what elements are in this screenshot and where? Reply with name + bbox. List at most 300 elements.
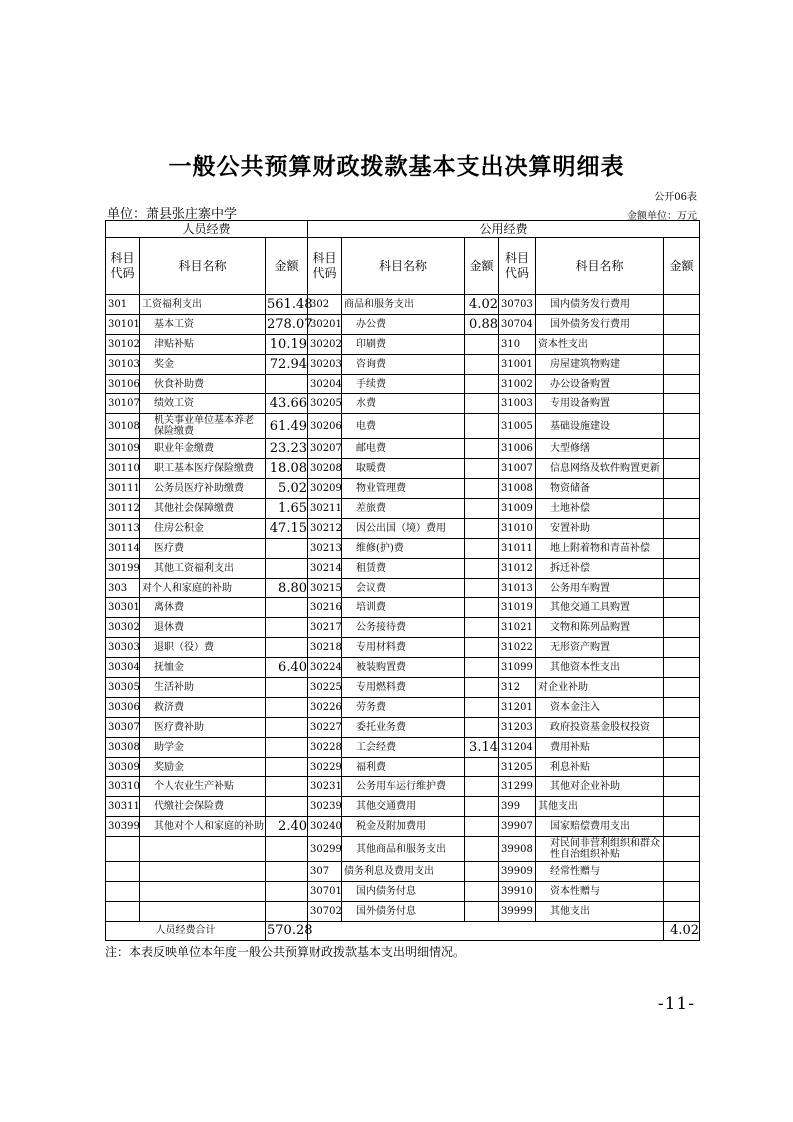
name-cell: 被装购置费 (342, 658, 465, 678)
table-row (106, 757, 700, 777)
name-cell: 其他支出 (536, 901, 664, 921)
name-cell: 土地补偿 (536, 499, 664, 519)
amount-cell (266, 757, 308, 777)
amount-cell (266, 678, 308, 698)
header-code: 科目代码 (308, 238, 342, 295)
name-cell (140, 862, 266, 882)
code-cell: 31022 (499, 638, 536, 658)
name-cell: 印刷费 (342, 334, 465, 354)
header-name: 科目名称 (140, 238, 266, 295)
amount-cell (266, 901, 308, 921)
code-cell: 31006 (499, 439, 536, 459)
code-cell: 301 (106, 295, 140, 315)
table-row (106, 717, 700, 737)
name-cell: 生活补助 (140, 678, 266, 698)
table-row (106, 797, 700, 817)
table-row (106, 678, 700, 698)
code-cell: 30702 (308, 901, 342, 921)
code-cell: 39909 (499, 862, 536, 882)
amount-cell (465, 618, 499, 638)
amount-cell: 5.02 (266, 479, 308, 499)
code-cell: 30112 (106, 499, 140, 519)
name-cell: 其他商品和服务支出 (342, 837, 465, 862)
name-cell: 债务利息及费用支出 (342, 862, 465, 882)
amount-cell (664, 678, 700, 698)
amount-cell (465, 882, 499, 902)
amount-cell (664, 862, 700, 882)
name-cell: 奖励金 (140, 757, 266, 777)
code-cell: 31001 (499, 354, 536, 374)
name-cell: 水费 (342, 394, 465, 414)
code-cell: 30216 (308, 598, 342, 618)
name-cell: 安置补助 (536, 518, 664, 538)
amount-cell (266, 797, 308, 817)
name-cell: 基本工资 (140, 314, 266, 334)
code-cell: 303 (106, 578, 140, 598)
code-cell: 31005 (499, 414, 536, 439)
name-cell: 培训费 (342, 598, 465, 618)
column-header-row (106, 238, 700, 295)
code-cell: 310 (499, 334, 536, 354)
table-note: 注：本表反映单位本年度一般公共预算财政拨款基本支出明细情况。 (105, 945, 466, 959)
name-cell: 国外债务发行费用 (536, 314, 664, 334)
amount-cell (664, 374, 700, 394)
code-cell: 31013 (499, 578, 536, 598)
name-cell: 代缴社会保险费 (140, 797, 266, 817)
code-cell: 30218 (308, 638, 342, 658)
code-cell: 30226 (308, 697, 342, 717)
name-cell (140, 882, 266, 902)
amount-cell (266, 558, 308, 578)
public-total-value: 4.02 (664, 921, 700, 940)
code-cell: 31011 (499, 538, 536, 558)
code-cell: 30305 (106, 678, 140, 698)
code-cell: 30299 (308, 837, 342, 862)
code-cell: 30239 (308, 797, 342, 817)
table-row (106, 638, 700, 658)
amount-cell (664, 837, 700, 862)
name-cell: 大型修缮 (536, 439, 664, 459)
name-cell: 办公设备购置 (536, 374, 664, 394)
table-row (106, 374, 700, 394)
code-cell (106, 882, 140, 902)
code-cell: 30110 (106, 459, 140, 479)
name-cell: 办公费 (342, 314, 465, 334)
name-cell: 基础设施建设 (536, 414, 664, 439)
amount-cell (664, 882, 700, 902)
amount-cell: 561.48 (266, 295, 308, 315)
amount-cell: 3.14 (465, 737, 499, 757)
name-cell: 取暖费 (342, 459, 465, 479)
code-cell: 30399 (106, 817, 140, 837)
amount-cell: 43.66 (266, 394, 308, 414)
amount-cell (465, 578, 499, 598)
amount-cell: 278.07 (266, 314, 308, 334)
table-row (106, 459, 700, 479)
group-personnel: 人员经费 (106, 221, 308, 238)
amount-cell (664, 638, 700, 658)
name-cell: 其他工资福利支出 (140, 558, 266, 578)
name-cell: 物业管理费 (342, 479, 465, 499)
code-cell: 399 (499, 797, 536, 817)
group-header-row (106, 221, 700, 238)
table-row (106, 499, 700, 519)
name-cell: 公务用车购置 (536, 578, 664, 598)
amount-cell (465, 394, 499, 414)
name-cell: 拆迁补偿 (536, 558, 664, 578)
amount-cell (664, 618, 700, 638)
table-row (106, 817, 700, 837)
code-cell: 30215 (308, 578, 342, 598)
amount-cell (465, 817, 499, 837)
expenditure-table (105, 220, 700, 941)
code-cell: 30111 (106, 479, 140, 499)
name-cell (140, 837, 266, 862)
name-cell: 电费 (342, 414, 465, 439)
table-row (106, 314, 700, 334)
code-cell: 30108 (106, 414, 140, 439)
name-cell: 资本性支出 (536, 334, 664, 354)
amount-cell (266, 697, 308, 717)
code-cell: 31010 (499, 518, 536, 538)
page-number: -11- (657, 994, 695, 1014)
header-code: 科目代码 (499, 238, 536, 295)
table-row (106, 578, 700, 598)
table-row (106, 394, 700, 414)
amount-cell (465, 658, 499, 678)
code-cell: 30107 (106, 394, 140, 414)
amount-cell (664, 598, 700, 618)
name-cell: 个人农业生产补贴 (140, 777, 266, 797)
amount-cell (266, 598, 308, 618)
amount-cell (465, 862, 499, 882)
name-cell: 资本性赠与 (536, 882, 664, 902)
table-row (106, 439, 700, 459)
amount-cell: 72.94 (266, 354, 308, 374)
amount-cell: 6.40 (266, 658, 308, 678)
code-cell: 30106 (106, 374, 140, 394)
code-cell: 30303 (106, 638, 140, 658)
amount-cell (266, 777, 308, 797)
name-cell: 公务员医疗补助缴费 (140, 479, 266, 499)
name-cell: 房屋建筑物购建 (536, 354, 664, 374)
code-cell (106, 862, 140, 882)
name-cell: 离休费 (140, 598, 266, 618)
amount-cell (465, 901, 499, 921)
code-cell: 31003 (499, 394, 536, 414)
amount-cell (266, 837, 308, 862)
amount-cell (465, 518, 499, 538)
amount-cell (465, 334, 499, 354)
name-cell: 租赁费 (342, 558, 465, 578)
name-cell: 其他社会保障缴费 (140, 499, 266, 519)
name-cell: 伙食补助费 (140, 374, 266, 394)
table-row (106, 334, 700, 354)
code-cell: 31203 (499, 717, 536, 737)
amount-cell (664, 757, 700, 777)
code-cell: 31008 (499, 479, 536, 499)
code-cell: 39999 (499, 901, 536, 921)
amount-cell (664, 658, 700, 678)
code-cell (106, 837, 140, 862)
code-cell: 30231 (308, 777, 342, 797)
code-cell: 30109 (106, 439, 140, 459)
amount-cell (664, 354, 700, 374)
name-cell: 其他对企业补助 (536, 777, 664, 797)
code-cell: 312 (499, 678, 536, 698)
code-cell: 30211 (308, 499, 342, 519)
table-row (106, 538, 700, 558)
code-cell: 30310 (106, 777, 140, 797)
code-cell: 307 (308, 862, 342, 882)
amount-cell (465, 638, 499, 658)
name-cell: 国内债务发行费用 (536, 295, 664, 315)
name-cell: 文物和陈列品购置 (536, 618, 664, 638)
amount-cell (465, 797, 499, 817)
code-cell: 31007 (499, 459, 536, 479)
code-cell: 30224 (308, 658, 342, 678)
amount-cell (664, 334, 700, 354)
name-cell: 专用设备购置 (536, 394, 664, 414)
code-cell: 30103 (106, 354, 140, 374)
name-cell: 医疗费 (140, 538, 266, 558)
name-cell: 绩效工资 (140, 394, 266, 414)
name-cell: 商品和服务支出 (342, 295, 465, 315)
page-title: 一般公共预算财政拨款基本支出决算明细表 (168, 153, 625, 180)
amount-cell (664, 518, 700, 538)
amount-cell (465, 354, 499, 374)
name-cell: 退休费 (140, 618, 266, 638)
code-cell: 30240 (308, 817, 342, 837)
amount-cell: 61.49 (266, 414, 308, 439)
name-cell: 抚恤金 (140, 658, 266, 678)
table-row (106, 598, 700, 618)
amount-cell: 8.80 (266, 578, 308, 598)
personnel-total-label: 人员经费合计 (106, 921, 266, 940)
table-row (106, 837, 700, 862)
amount-cell (266, 374, 308, 394)
name-cell: 国外债务付息 (342, 901, 465, 921)
amount-cell (664, 295, 700, 315)
amount-cell (664, 459, 700, 479)
amount-cell (465, 538, 499, 558)
name-cell: 税金及附加费用 (342, 817, 465, 837)
table-row (106, 658, 700, 678)
amount-cell (664, 479, 700, 499)
name-cell: 邮电费 (342, 439, 465, 459)
code-cell: 31201 (499, 697, 536, 717)
name-cell: 对个人和家庭的补助 (140, 578, 266, 598)
form-number: 公开06表 (654, 192, 697, 203)
amount-cell (664, 558, 700, 578)
amount-cell: 2.40 (266, 817, 308, 837)
amount-cell (266, 737, 308, 757)
code-cell: 30205 (308, 394, 342, 414)
amount-cell: 10.19 (266, 334, 308, 354)
code-cell: 30703 (499, 295, 536, 315)
name-cell: 差旅费 (342, 499, 465, 519)
header-name: 科目名称 (342, 238, 465, 295)
amount-cell: 0.88 (465, 314, 499, 334)
name-cell: 物资储备 (536, 479, 664, 499)
name-cell: 公务用车运行维护费 (342, 777, 465, 797)
code-cell: 31021 (499, 618, 536, 638)
code-cell: 31205 (499, 757, 536, 777)
code-cell: 30229 (308, 757, 342, 777)
amount-cell (266, 717, 308, 737)
name-cell: 国内债务付息 (342, 882, 465, 902)
table-row (106, 558, 700, 578)
table-row (106, 697, 700, 717)
amount-cell (266, 638, 308, 658)
code-cell: 302 (308, 295, 342, 315)
table-row (106, 862, 700, 882)
name-cell: 信息网络及软件购置更新 (536, 459, 664, 479)
code-cell: 30306 (106, 697, 140, 717)
group-public: 公用经费 (308, 221, 700, 238)
name-cell: 资本金注入 (536, 697, 664, 717)
name-cell: 维修(护)费 (342, 538, 465, 558)
amount-cell (465, 777, 499, 797)
unit-label: 单位：萧县张庄寨中学 (107, 207, 238, 222)
amount-cell (465, 717, 499, 737)
amount-cell (465, 499, 499, 519)
name-cell: 工会经费 (342, 737, 465, 757)
amount-cell (465, 598, 499, 618)
name-cell: 其他支出 (536, 797, 664, 817)
code-cell: 31204 (499, 737, 536, 757)
table-row (106, 354, 700, 374)
table-row (106, 777, 700, 797)
amount-cell (664, 439, 700, 459)
table-row (106, 414, 700, 439)
code-cell: 30204 (308, 374, 342, 394)
name-cell: 对民间非营利组织和群众性自治组织补贴 (536, 837, 664, 862)
amount-cell (465, 697, 499, 717)
code-cell: 30114 (106, 538, 140, 558)
amount-cell (664, 538, 700, 558)
header-amount: 金额 (465, 238, 499, 295)
name-cell: 职业年金缴费 (140, 439, 266, 459)
name-cell: 会议费 (342, 578, 465, 598)
amount-cell (465, 558, 499, 578)
code-cell: 30217 (308, 618, 342, 638)
name-cell: 退职（役）费 (140, 638, 266, 658)
name-cell: 其他交通工具购置 (536, 598, 664, 618)
code-cell: 30227 (308, 717, 342, 737)
amount-cell (664, 737, 700, 757)
code-cell: 30212 (308, 518, 342, 538)
name-cell: 奖金 (140, 354, 266, 374)
total-row (106, 921, 700, 940)
code-cell: 30701 (308, 882, 342, 902)
amount-cell (465, 439, 499, 459)
code-cell: 30214 (308, 558, 342, 578)
code-cell: 30304 (106, 658, 140, 678)
name-cell: 津贴补贴 (140, 334, 266, 354)
amount-cell (465, 414, 499, 439)
code-cell: 30113 (106, 518, 140, 538)
code-cell: 30202 (308, 334, 342, 354)
code-cell: 31099 (499, 658, 536, 678)
name-cell: 政府投资基金股权投资 (536, 717, 664, 737)
name-cell: 经常性赠与 (536, 862, 664, 882)
name-cell: 因公出国（境）费用 (342, 518, 465, 538)
amount-cell (465, 757, 499, 777)
code-cell: 30301 (106, 598, 140, 618)
table-row (106, 518, 700, 538)
code-cell: 39910 (499, 882, 536, 902)
name-cell: 职工基本医疗保险缴费 (140, 459, 266, 479)
code-cell: 30307 (106, 717, 140, 737)
amount-cell: 23.23 (266, 439, 308, 459)
table-row (106, 479, 700, 499)
amount-cell: 47.15 (266, 518, 308, 538)
amount-cell: 18.08 (266, 459, 308, 479)
header-amount: 金额 (266, 238, 308, 295)
amount-cell (266, 538, 308, 558)
table-row (106, 618, 700, 638)
amount-cell (664, 717, 700, 737)
code-cell: 31299 (499, 777, 536, 797)
code-cell: 30206 (308, 414, 342, 439)
name-cell: 福利费 (342, 757, 465, 777)
code-cell: 30102 (106, 334, 140, 354)
header-name: 科目名称 (536, 238, 664, 295)
amount-cell (465, 459, 499, 479)
name-cell: 其他交通费用 (342, 797, 465, 817)
name-cell: 手续费 (342, 374, 465, 394)
amount-cell (664, 394, 700, 414)
table-row (106, 901, 700, 921)
amount-cell (664, 314, 700, 334)
amount-cell (664, 901, 700, 921)
personnel-total-value: 570.28 (267, 923, 313, 939)
name-cell: 助学金 (140, 737, 266, 757)
header-amount: 金额 (664, 238, 700, 295)
code-cell: 30302 (106, 618, 140, 638)
name-cell: 委托业务费 (342, 717, 465, 737)
table-row (106, 737, 700, 757)
name-cell: 利息补贴 (536, 757, 664, 777)
name-cell: 专用材料费 (342, 638, 465, 658)
name-cell: 地上附着物和青苗补偿 (536, 538, 664, 558)
amount-cell: 4.02 (465, 295, 499, 315)
code-cell: 30228 (308, 737, 342, 757)
code-cell: 31019 (499, 598, 536, 618)
code-cell: 30209 (308, 479, 342, 499)
amount-cell (664, 697, 700, 717)
amount-cell (664, 817, 700, 837)
code-cell: 30309 (106, 757, 140, 777)
name-cell: 机关事业单位基本养老保险缴费 (140, 414, 266, 439)
name-cell (140, 901, 266, 921)
amount-cell (465, 678, 499, 698)
name-cell: 救济费 (140, 697, 266, 717)
code-cell: 30201 (308, 314, 342, 334)
amount-cell (465, 374, 499, 394)
amount-cell (465, 479, 499, 499)
amount-cell (664, 499, 700, 519)
code-cell: 30308 (106, 737, 140, 757)
name-cell: 其他对个人和家庭的补助 (140, 817, 266, 837)
name-cell: 对企业补助 (536, 678, 664, 698)
amount-cell (664, 797, 700, 817)
header-code: 科目代码 (106, 238, 140, 295)
code-cell: 39908 (499, 837, 536, 862)
name-cell: 费用补贴 (536, 737, 664, 757)
amount-cell (266, 862, 308, 882)
